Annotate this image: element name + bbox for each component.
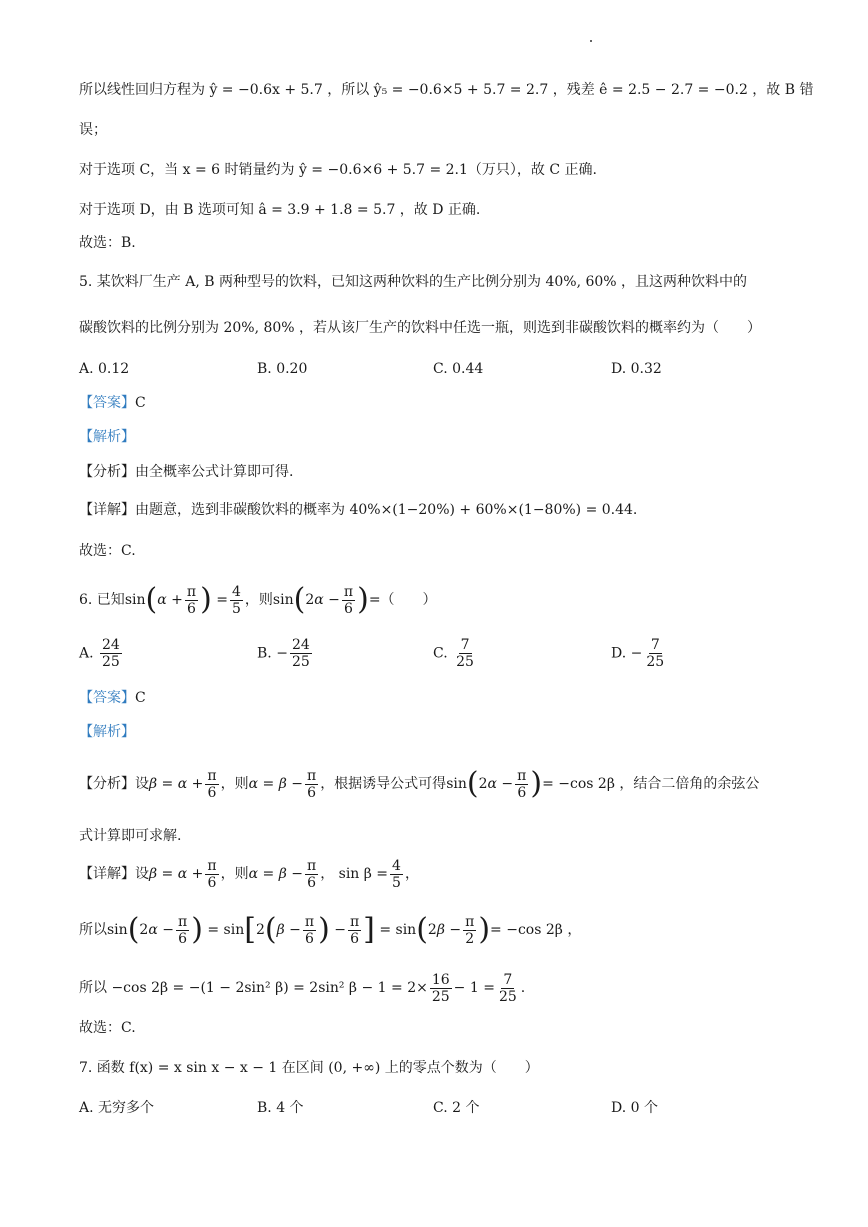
q6-so-1: 所以sin(2α − $\frac{\pi}{6}$ ) = sin[2(β − $\frac{\pi}{6}$ ) − $\frac{\pi}{6}$ ] = sin(2β − $\frac{\pi}{2}$ )= −cos 2β ， xyxy=(79,912,582,947)
q6-choose: 故选：C. xyxy=(79,1020,136,1036)
q5-answer: C xyxy=(135,395,146,411)
q6-mid: ，则 xyxy=(244,592,273,608)
p4-line-4: 对于选项 D，由 B 选项可知 â = 3.9 + 1.8 = 5.7 ，故 D 正确. xyxy=(79,202,481,218)
q7-option-c: C. 2 个 xyxy=(433,1100,480,1116)
q6-answer: C xyxy=(135,690,146,706)
p4-line-2: 误； xyxy=(79,122,107,138)
q5-option-c: C. 0.44 xyxy=(433,361,484,377)
q5-stem-2: 碳酸饮料的比例分别为 20%, 80% ，若从该厂生产的饮料中任选一瓶，则选到非碳酸饮料的概率约为（ ） xyxy=(79,320,762,336)
p4-line-3: 对于选项 C，当 x = 6 时销量约为 ŷ = −0.6×6 + 5.7 = 2.1（万只），故 C 正确. xyxy=(79,162,597,178)
q6-end: =（ ） xyxy=(368,592,437,608)
scan-dot xyxy=(590,40,592,42)
q6-fenxi-line2: 式计算即可求解. xyxy=(79,828,182,844)
q6-option-c: C. $\frac{7}{25}$ xyxy=(433,637,474,670)
q6-xiangjie: 【详解】设β = α + $\frac{\pi}{6}$ ，则α = β − $\frac{\pi}{6}$ ， sin β = $\frac{4}{5}$ ， xyxy=(79,857,419,891)
q5-xiangjie: 【详解】由题意，选到非碳酸饮料的概率为 40%×(1−20%) + 60%×(1−80%) = 0.44. xyxy=(79,502,638,518)
q7-option-d: D. 0 个 xyxy=(611,1100,658,1116)
q7-option-b: B. 4 个 xyxy=(257,1100,304,1116)
q5-option-a: A. 0.12 xyxy=(79,361,130,377)
q6-option-d: D. − $\frac{7}{25}$ xyxy=(611,637,665,670)
q5-stem-1: 5. 某饮料厂生产 A, B 两种型号的饮料，已知这两种饮料的生产比例分别为 40%, 60% ，且这两种饮料中的 xyxy=(79,274,748,290)
q7-option-a: A. 无穷多个 xyxy=(79,1100,155,1116)
q5-choose: 故选：C. xyxy=(79,543,136,559)
q5-option-b: B. 0.20 xyxy=(257,361,308,377)
q6-analysis-tag: 【解析】 xyxy=(79,724,135,740)
q6-option-a: A. $\frac{24}{25}$ xyxy=(79,637,120,670)
q6-prefix: 6. 已知 xyxy=(79,592,125,608)
q6-stem: 6. 已知sin(α + $\frac{\pi}{6}$ ) = $\frac{4}{5}$ ，则sin(2α − $\frac{\pi}{6}$ )=（ ） xyxy=(79,582,437,617)
q6-answer-line: 【答案】C xyxy=(79,690,146,706)
q5-analysis-tag: 【解析】 xyxy=(79,429,135,445)
q5-fenxi: 【分析】由全概率公式计算即可得. xyxy=(79,464,294,480)
answer-tag: 【答案】 xyxy=(79,395,135,411)
q6-so-2: 所以 −cos 2β = −(1 − 2sin² β) = 2sin² β − 1 = 2× $\frac{16}{25}$ − 1 = $\frac{7}{25}$ . xyxy=(79,971,526,1005)
q6-fenxi: 【分析】设β = α + $\frac{\pi}{6}$ ，则α = β − $\frac{\pi}{6}$ ，根据诱导公式可得sin(2α − $\frac{\pi}{6}$ )= −cos 2β ，结合二倍角的余弦公 xyxy=(79,766,760,801)
q7-stem: 7. 函数 f(x) = x sin x − x − 1 在区间 (0, +∞) 上的零点个数为（ ） xyxy=(79,1060,539,1076)
p4-line-1: 所以线性回归方程为 ŷ = −0.6x + 5.7 ，所以 ŷ₅ = −0.6×5 + 5.7 = 2.7 ，残差 ê = 2.5 − 2.7 = −0.2 ，故 B 错 xyxy=(79,82,814,98)
q5-option-d: D. 0.32 xyxy=(611,361,662,377)
q6-option-b: B. − $\frac{24}{25}$ xyxy=(257,637,310,670)
p4-choose: 故选：B. xyxy=(79,235,136,251)
q5-answer-line xyxy=(79,393,146,413)
